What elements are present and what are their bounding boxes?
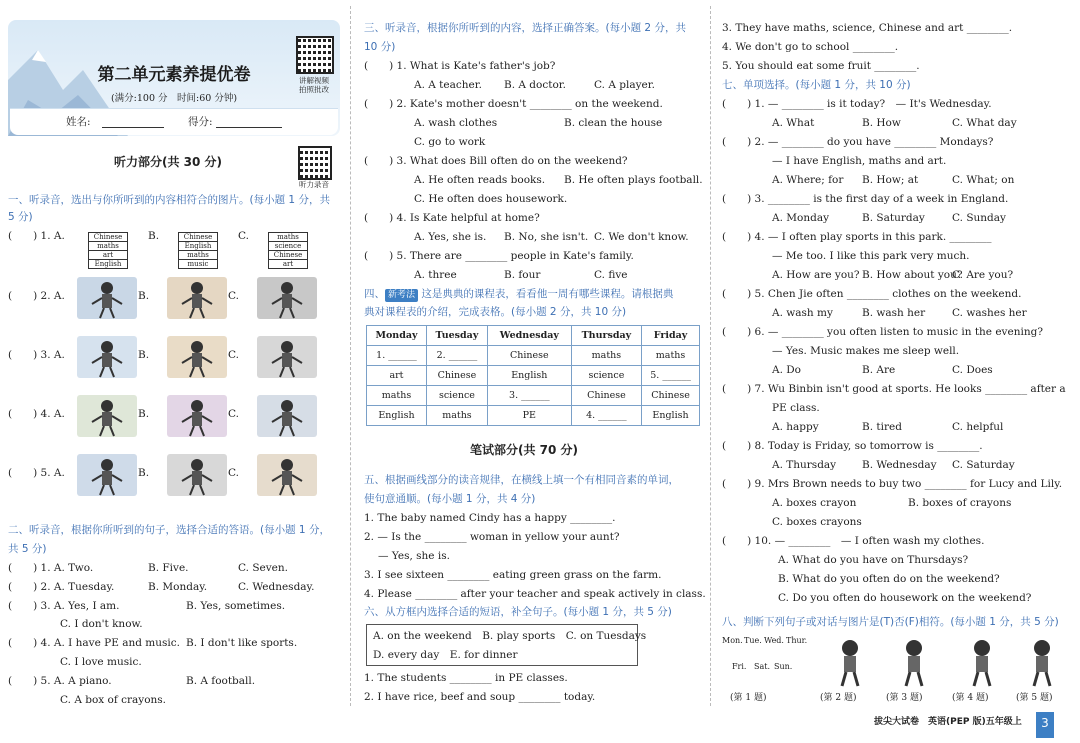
timetable-cell: Chinese (487, 346, 571, 366)
option-c-label: C. (238, 230, 249, 242)
picture-sweeping-icon (166, 335, 228, 379)
answer-option: ( ) 5. A. A piano. (8, 674, 112, 687)
question-cont: PE class. (772, 402, 820, 414)
picture-watching-tv-icon (256, 394, 318, 438)
answer-option: A. wash my (772, 307, 833, 319)
answer-option: ( ) 4. A. I have PE and music. (8, 637, 180, 650)
section-5-title: 五、根据画线部分的读音规律，在横线上填一个有相同音素的单词， (364, 474, 679, 486)
qr-caption: 讲解视频 拍照批改 (299, 76, 329, 94)
answer-option: B. Wednesday (862, 459, 937, 471)
answer-option: C. What day (952, 117, 1017, 129)
column-divider (350, 6, 351, 706)
timetable-header: Monday (367, 326, 427, 346)
column-divider (710, 6, 711, 706)
answer-option: A. wash clothes (414, 117, 498, 129)
answer-option: B. No, she isn't. (504, 231, 589, 243)
answer-option: B. tired (862, 421, 902, 433)
timetable-cell: science (426, 386, 487, 406)
timetable (366, 325, 700, 426)
answer-option: A. Thursday (772, 459, 837, 471)
score-label: 得分: (188, 116, 213, 128)
answer-option: A. Yes, she is. (414, 231, 487, 243)
timetable-cell: maths (642, 346, 700, 366)
answer-option: B. How; at (862, 174, 919, 186)
question: ( ) 10. — ________ — I often wash my clothes. (722, 535, 985, 547)
answer-option: A. What (772, 117, 815, 129)
option-b-label: B. (148, 230, 160, 242)
answer-option: A. What do you have on Thursdays? (778, 554, 969, 566)
answer-option: C. I love music. (60, 656, 142, 668)
picture-cooking-icon (256, 335, 318, 379)
answer-option: C. He often does housework. (414, 193, 568, 205)
answer-option: B. Yes, sometimes. (186, 599, 286, 612)
answer-option: B. four (504, 269, 541, 281)
picture-caption: (第 1 题) (730, 693, 767, 703)
question: ( ) 1. — ________ is it today? — It's Wednesday. (722, 98, 992, 110)
option-label: B. (138, 467, 150, 479)
qr-code-icon[interactable] (296, 36, 334, 74)
picture-playing-football-icon (76, 453, 138, 497)
question: ( ) 4. Is Kate helpful at home? (364, 212, 540, 224)
option-label: B. (138, 290, 150, 302)
answer-option: C. A box of crayons. (60, 693, 167, 706)
subject-word-box: Chinese English maths music (178, 232, 218, 269)
answer-option: B. Five. (148, 562, 189, 574)
sentence: 1. The baby named Cindy has a happy ________. (364, 512, 616, 524)
option-label: B. (138, 349, 150, 361)
page-number: 3 (1036, 712, 1054, 738)
timetable-blank-cell[interactable]: 5. ______ (642, 366, 700, 386)
question-cont: — Me too. I like this park very much. (772, 250, 970, 262)
picture-computer-icon (166, 453, 228, 497)
option-label: C. (228, 408, 239, 420)
sentence: 2. I have rice, beef and soup ________ today. (364, 691, 596, 703)
timetable-cell: art (367, 366, 427, 386)
answer-option: C. go to work (414, 136, 486, 148)
answer-option: A. Do (772, 364, 801, 376)
question: ( ) 2. Kate's mother doesn't ________ on the weekend. (364, 98, 663, 110)
section-3-title-cont: 10 分) (364, 41, 396, 53)
name-score-bar (10, 108, 338, 135)
answer-option: ( ) 2. A. Tuesday. (8, 580, 115, 593)
day-label: Mon. (722, 636, 743, 645)
sentence: 3. They have maths, science, Chinese and art ________. (722, 22, 1013, 34)
picture-reading-icon (76, 394, 138, 438)
answer-option: A. boxes crayon (772, 497, 857, 509)
sentence: 3. I see sixteen ________ eating green grass on the farm. (364, 569, 662, 581)
picture-playing-ball-icon (166, 276, 228, 320)
answer-option: B. Saturday (862, 212, 925, 224)
question: ( ) 6. — ________ you often listen to music in the evening? (722, 326, 1043, 338)
answer-option: C. What; on (952, 174, 1015, 186)
day-label: Wed. (764, 636, 784, 645)
timetable-header: Wednesday (487, 326, 571, 346)
column-right (716, 0, 1080, 743)
answer-option: B. I don't like sports. (186, 637, 298, 650)
column-middle (356, 0, 708, 743)
question: ( ) 5. There are ________ people in Kate's family. (364, 250, 634, 262)
option-label: B. (138, 408, 150, 420)
answer-option: A. He often reads books. (414, 174, 546, 186)
answer-option: B. Are (862, 364, 896, 376)
section-8-title: 八、判断下列句子或对话与图片是(T)否(F)相符。(每小题 1 分，共 5 分) (722, 616, 1059, 628)
option-label: C. (228, 349, 239, 361)
timetable-cell: English (367, 406, 427, 426)
section-4-title: 四、 新考法 这是典典的课程表，看看他一周有哪些课程。请根据典 (364, 288, 674, 300)
timetable-cell: maths (426, 406, 487, 426)
answer-option: B. How about you? (862, 269, 963, 281)
answer-option: A. three (414, 269, 457, 281)
day-label: Fri. (732, 662, 747, 671)
day-label: Tue. (744, 636, 762, 645)
written-title: 笔试部分(共 70 分) (470, 443, 579, 457)
name-field[interactable] (102, 117, 164, 128)
section-1-title: 一、听录音，选出与你所听到的内容相符合的图片。(每小题 1 分，共 (8, 194, 330, 206)
answer-option: C. Seven. (238, 562, 288, 574)
paper-meta: (满分:100 分 时间:60 分钟) (110, 93, 238, 104)
answer-option: C. helpful (952, 421, 1004, 433)
picture-playing-basketball-icon (76, 276, 138, 320)
question-cont: — I have English, maths and art. (772, 155, 947, 167)
timetable-blank-cell[interactable]: 1. ______ (367, 346, 427, 366)
sentence: 1. The students ________ in PE classes. (364, 672, 568, 684)
timetable-cell: maths (571, 346, 641, 366)
answer-option: A. Monday (772, 212, 830, 224)
boy-portrait-icon (888, 636, 940, 688)
picture-caption: (第 2 题) (820, 693, 857, 703)
timetable-header: Friday (642, 326, 700, 346)
section-6-title: 六、从方框内选择合适的短语，补全句子。(每小题 1 分，共 5 分) (364, 606, 672, 618)
answer-option: C. washes her (952, 307, 1027, 319)
section-5-title-cont: 使句意通顺。(每小题 1 分，共 4 分) (364, 493, 536, 505)
question-label: ( ) 4. A. (8, 408, 65, 420)
picture-table-tennis-icon (256, 276, 318, 320)
timetable-cell: English (487, 366, 571, 386)
answer-option: B. clean the house (564, 117, 663, 129)
day-label: Thur. (786, 636, 808, 645)
answer-option: C. A player. (594, 79, 655, 91)
phrase-box (366, 624, 647, 666)
listening-title: 听力部分(共 30 分) (114, 155, 223, 169)
answer-option: C. We don't know. (594, 231, 689, 243)
answer-option: B. A doctor. (504, 79, 566, 91)
qr-code-icon[interactable] (298, 146, 332, 180)
paper-title: 第二单元素养提优卷 (97, 65, 251, 85)
answer-option: C. Are you? (952, 269, 1014, 281)
answer-option: B. boxes of crayons (908, 497, 1012, 509)
answer-option: A. How are you? (772, 269, 860, 281)
answer-option: B. A football. (186, 674, 256, 687)
answer-option: C. I don't know. (60, 618, 143, 631)
answer-option: C. Sunday (952, 212, 1006, 224)
question: ( ) 3. What does Bill often do on the weekend? (364, 155, 628, 167)
section-7-title: 七、单项选择。(每小题 1 分，共 10 分) (722, 79, 911, 91)
section-3-title: 三、听录音，根据你所听到的内容，选择正确答案。(每小题 2 分，共 (364, 22, 686, 34)
question: ( ) 8. Today is Friday, so tomorrow is ________. (722, 440, 983, 452)
name-label: 姓名: (66, 116, 91, 128)
section-2-title-cont: 共 5 分) (8, 543, 47, 555)
timetable-cell: Chinese (426, 366, 487, 386)
calendar-girl-icon (956, 636, 1008, 688)
qr-caption: 听力录音 (299, 180, 329, 189)
sentence: — Yes, she is. (378, 550, 450, 562)
question: ( ) 2. — ________ do you have ________ Mondays? (722, 136, 994, 148)
timetable-header: Thursday (571, 326, 641, 346)
answer-option: C. five (594, 269, 628, 281)
picture-caption: (第 5 题) (1016, 693, 1053, 703)
phrase-box-line: A. on the weekend B. play sports C. on Tuesdays (373, 630, 647, 642)
answer-option: B. How (862, 117, 901, 129)
question-label: ( ) 5. A. (8, 467, 65, 479)
timetable-blank-cell[interactable]: 3. ______ (487, 386, 571, 406)
question-label: ( ) 3. A. (8, 349, 65, 361)
answer-option: A. Where; for (772, 174, 844, 186)
question: ( ) 9. Mrs Brown needs to buy two ________ for Lucy and Lily. (722, 478, 1063, 490)
picture-reading-icon (256, 453, 318, 497)
answer-option: B. What do you often do on the weekend? (778, 573, 1000, 585)
timetable-blank-cell[interactable]: 2. ______ (426, 346, 487, 366)
sentence: 5. You should eat some fruit ________. (722, 60, 920, 72)
question: ( ) 5. Chen Jie often ________ clothes on the weekend. (722, 288, 1022, 300)
timetable-cell: maths (367, 386, 427, 406)
sentence: 2. — Is the ________ woman in yellow your aunt? (364, 531, 620, 543)
footer-text: 拔尖大试卷 英语(PEP 版)五年级上 (874, 717, 1022, 727)
phrase-box-line: D. every day E. for dinner (373, 649, 518, 661)
day-label: Sun. (774, 662, 793, 671)
section-2-title: 二、听录音，根据你所听到的句子，选择合适的答语。(每小题 1 分， (8, 524, 330, 536)
answer-option: ( ) 1. A. Two. (8, 562, 94, 574)
sentence: 4. We don't go to school ________. (722, 41, 899, 53)
children-playing-icon (1016, 636, 1068, 688)
picture-caption: (第 4 题) (952, 693, 989, 703)
answer-option: A. happy (772, 421, 819, 433)
subject-word-box: Chinese maths art English (88, 232, 128, 269)
answer-option: C. Do you often do housework on the weekend? (778, 592, 1032, 604)
answer-option: C. boxes crayons (772, 516, 862, 528)
answer-option: C. Wednesday. (238, 580, 315, 593)
answer-option: B. Monday. (148, 580, 208, 593)
option-label: C. (228, 290, 239, 302)
column-left (0, 0, 348, 743)
question-label: ( ) 2. A. (8, 290, 65, 302)
answer-option: B. He often plays football. (564, 174, 703, 186)
answer-option: C. Saturday (952, 459, 1015, 471)
answer-option: ( ) 3. A. Yes, I am. (8, 599, 120, 612)
picture-washing-clothes-icon (76, 335, 138, 379)
section-4-title-cont: 典对课程表的介绍，完成表格。(每小题 2 分，共 10 分) (364, 306, 627, 318)
timetable-cell: science (571, 366, 641, 386)
question: ( ) 1. What is Kate's father's job? (364, 60, 556, 72)
answer-option: A. A teacher. (414, 79, 482, 91)
question-cont: — Yes. Music makes me sleep well. (772, 345, 960, 357)
timetable-cell: Chinese (571, 386, 641, 406)
score-field[interactable] (216, 117, 282, 128)
subject-word-box: maths science Chinese art (268, 232, 308, 269)
section-1-title-cont: 5 分) (8, 211, 33, 223)
timetable-header: Tuesday (426, 326, 487, 346)
timetable-blank-cell[interactable]: 4. ______ (571, 406, 641, 426)
timetable-cell: English (642, 406, 700, 426)
question: ( ) 3. ________ is the first day of a week in England. (722, 193, 1009, 205)
question: ( ) 4. — I often play sports in this park. ________ (722, 231, 992, 243)
timetable-cell: Chinese (642, 386, 700, 406)
question: ( ) 7. Wu Binbin isn't good at sports. He looks ________ after a (722, 383, 1066, 395)
new-format-badge: 新考法 (385, 289, 418, 302)
answer-option: C. Does (952, 364, 993, 376)
timetable-cell: PE (487, 406, 571, 426)
picture-painting-icon (166, 394, 228, 438)
sentence: 4. Please ________ after your teacher and speak actively in class. (364, 588, 706, 600)
picture-caption: (第 3 题) (886, 693, 923, 703)
day-label: Sat. (754, 662, 771, 671)
option-label: C. (228, 467, 239, 479)
question-label: ( ) 1. A. (8, 230, 65, 242)
answer-option: B. wash her (862, 307, 926, 319)
boy-reading-icon (824, 636, 876, 688)
